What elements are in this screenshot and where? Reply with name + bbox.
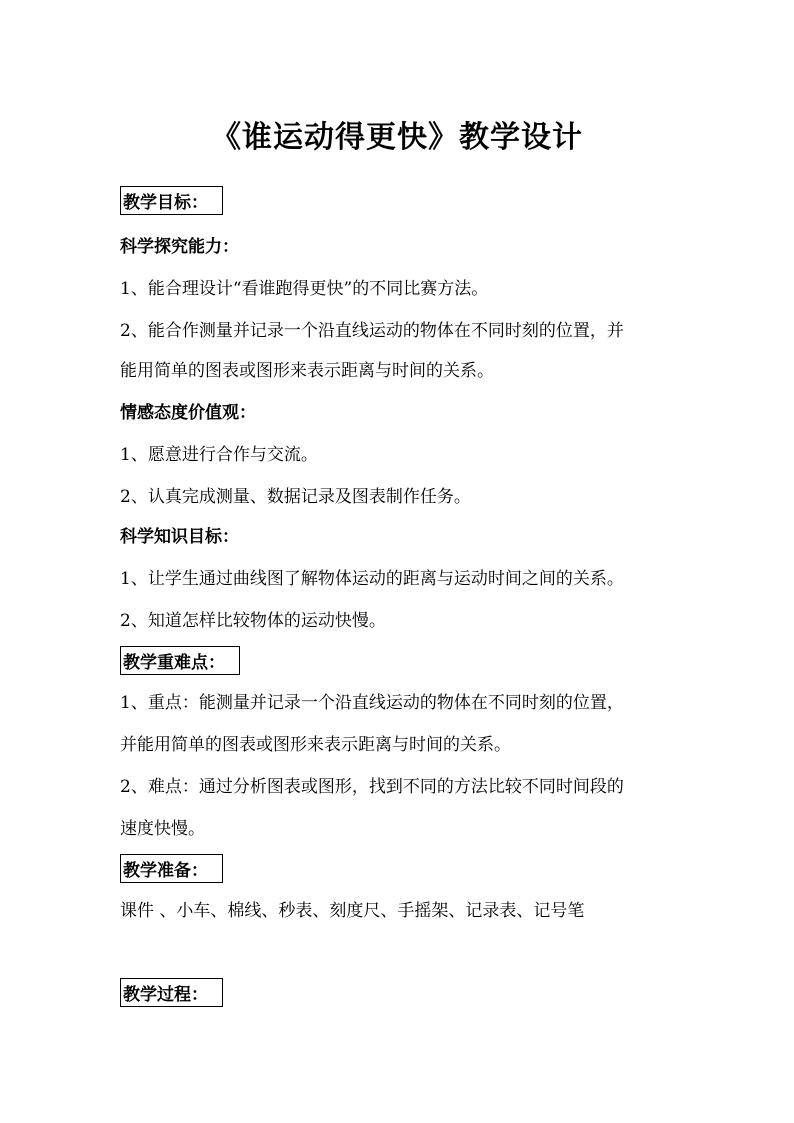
goals-heading: 教学目标： — [120, 186, 223, 215]
attitude-item-2: 2、认真完成测量、数据记录及图表制作任务。 — [120, 487, 471, 507]
page-title: 《谁运动得更快》教学设计 — [211, 120, 583, 155]
knowledge-heading: 科学知识目标： — [120, 527, 239, 547]
process-heading: 教学过程： — [120, 978, 223, 1007]
inquiry-item-2-line-1: 2、能合作测量并记录一个沿直线运动的物体在不同时刻的位置，并 — [120, 321, 624, 341]
key-point-2-line-1: 2、难点：通过分析图表或图形，找到不同的方法比较不同时间段的 — [120, 777, 624, 797]
knowledge-item-2: 2、知道怎样比较物体的运动快慢。 — [120, 611, 386, 631]
attitude-item-1: 1、愿意进行合作与交流。 — [120, 445, 318, 465]
attitude-heading: 情感态度价值观： — [120, 403, 256, 423]
knowledge-item-1: 1、让学生通过曲线图了解物体运动的距离与运动时间之间的关系。 — [120, 569, 624, 589]
inquiry-item-1: 1、能合理设计“看谁跑得更快”的不同比赛方法。 — [120, 279, 489, 299]
key-point-2-line-2: 速度快慢。 — [120, 819, 205, 839]
key-point-1-line-1: 1、重点：能测量并记录一个沿直线运动的物体在不同时刻的位置， — [120, 693, 624, 713]
key-points-heading: 教学重难点： — [120, 646, 240, 675]
inquiry-heading: 科学探究能力： — [120, 237, 239, 257]
preparation-items: 课件 、小车、棉线、秒表、刻度尺、手摇架、记录表、记号笔 — [120, 901, 585, 921]
inquiry-item-2-line-2: 能用简单的图表或图形来表示距离与时间的关系。 — [120, 361, 494, 381]
key-point-1-line-2: 并能用简单的图表或图形来表示距离与时间的关系。 — [120, 735, 511, 755]
preparation-heading: 教学准备： — [120, 854, 223, 883]
